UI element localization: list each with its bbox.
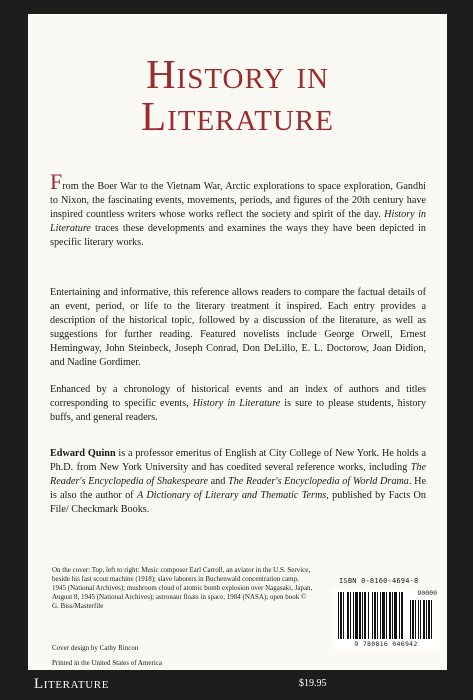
isbn-label: ISBN 0-8160-4694-8 (339, 577, 419, 585)
barcode-bar (389, 592, 391, 639)
barcode-bar (340, 592, 342, 639)
barcode-addon-bar (415, 600, 416, 639)
back-cover-panel (28, 14, 447, 670)
blurb-paragraph-3: Enhanced by a chronology of historical events and an index of authors and titles corresponding to specific events, History in Literature is sure to please students, history buffs, and general readers. (50, 384, 426, 423)
barcode-bar (343, 592, 344, 639)
barcode-number: 9 780816 046942 (354, 640, 418, 648)
barcode-bar (401, 592, 403, 639)
barcode-bar (338, 592, 339, 639)
barcode-addon-bar (423, 600, 425, 639)
blurb-paragraph-2: Entertaining and informative, this reference allows readers to compare the factual details of an event, period, or life to the literary treatment it inspired. Each entry provides a description of the historical topic, followed by a discussion of the literature, as well as suggestions for further reading. Featured novelists include George Orwell, Ernest Hemingway, John Steinbeck, Joseph Conrad, Don DeLillo, E. L. Doctorow, Joan Didion, and Nadine Gordimer. (50, 287, 426, 368)
book-title-inline: History in Literature (50, 209, 426, 234)
barcode-bar (368, 592, 369, 639)
barcode-bar (374, 592, 376, 639)
cover-photo-caption: On the cover: Top, left to right: Music composer Earl Carroll, an aviator in the U.S. Service, beside his fast scout machine (1918); slave laborers in Buchenwald concentration camp, 1945 (National Archives); mushroom cloud of atomic bomb explosion over Nagasaki, Japan, August 8, 1945 (National Archives); astronaut floats in space, 1984 (NASA); open book © G. Biss/Masterfile (52, 566, 313, 610)
author-name: Edward Quinn (50, 448, 116, 459)
barcode-bar (372, 592, 373, 639)
barcode-addon-bar (412, 600, 414, 639)
barcode-addon-bar (428, 600, 430, 639)
barcode-bar (364, 592, 366, 639)
barcode-bar (382, 592, 385, 639)
barcode-bar (355, 592, 358, 639)
drop-cap: F (50, 169, 63, 194)
author-bio: Edward Quinn is a professor emeritus of English at City College of New York. He holds a Ph.D. from New York University and has coedited several reference works, including The Reader's Encyclopedia of Shakespeare and The Reader's Encyclopedia of World Drama. He is also the author of A Dictionary of Literary and Thematic Terms, published by Facts On File/ Checkmark Books. (50, 448, 426, 515)
barcode-addon-bar (410, 600, 411, 639)
barcode-bar (394, 592, 397, 639)
price-label: $19.95 (299, 678, 327, 689)
barcode-bar (350, 592, 351, 639)
blurb-paragraph-1: From the Boer War to the Vietnam War, Arctic explorations to space exploration, Gandhi to Nixon, the fascinating events, movements, periods, and figures of the 20th century have inspired countless writers whose works reflect the society and spirit of the day. History in Literature traces these developments and examines the ways they have been depicted in specific literary works. (50, 169, 426, 248)
barcode-addon-number: 90000 (417, 589, 437, 597)
barcode-bar (399, 592, 400, 639)
barcode-addon-bar (420, 600, 421, 639)
barcode-bar (347, 592, 349, 639)
barcode (332, 589, 440, 649)
barcode-bar (362, 592, 363, 639)
book-title-line-2: Literature (141, 93, 334, 139)
barcode-bar (377, 592, 378, 639)
printed-in-note: Printed in the United States of America (52, 659, 163, 667)
barcode-addon-bar (426, 600, 427, 639)
author-work-1: The Reader's Encyclopedia of Shakespeare (50, 462, 426, 487)
barcode-addon-bar (418, 600, 419, 639)
book-title-inline: History in Literature (192, 398, 281, 409)
barcode-bar (392, 592, 393, 639)
barcode-bar (359, 592, 361, 639)
book-title-line-1: History in (145, 51, 330, 97)
barcode-bar (380, 592, 381, 639)
barcode-bar (386, 592, 387, 639)
category-label: Literature (34, 676, 110, 692)
cover-design-credit: Cover design by Cathy Rincon (52, 644, 139, 652)
barcode-bar (353, 592, 354, 639)
author-work-3: A Dictionary of Literary and Thematic Terms (136, 490, 327, 501)
author-work-2: The Reader's Encyclopedia of World Drama (228, 476, 409, 487)
barcode-addon-bar (431, 600, 432, 639)
bottom-bar (28, 676, 447, 692)
